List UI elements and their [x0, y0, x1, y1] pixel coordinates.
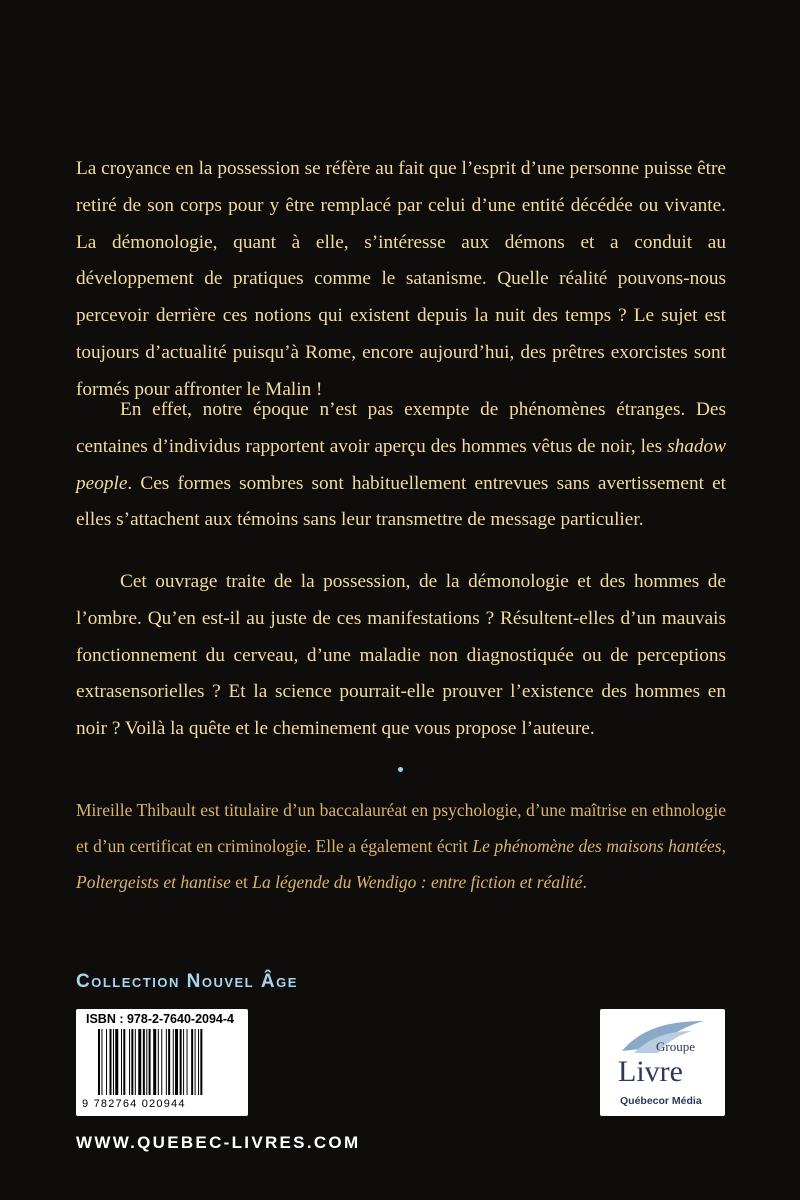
barcode-bar [143, 1029, 145, 1095]
barcode-bar [121, 1029, 122, 1095]
barcode-bar [115, 1029, 118, 1095]
barcode-bar [101, 1029, 102, 1095]
bullet-separator-icon [398, 767, 403, 772]
description-paragraph-1: La croyance en la possession se réfère au fait que l’esprit d’une personne puisse être retiré de son corps pour y être remplacé par celui d’une entité décédée ou vivante. La démonologie, quant à elle, s’intéresse aux démons et a conduit au développement de pratiques comme le satanisme. Quelle réalité pouvons-nous percevoir derrière ces notions qui existent depuis la nuit des temps ? Le sujet est toujours d’actualité puisqu’à Rome, encore aujourd’hui, des prêtres exorcistes sont formés pour affronter le Malin ! [76, 158, 726, 400]
barcode-bar [161, 1029, 162, 1095]
p3-text: Cet ouvrage traite de la possession, de la démonologie et des hommes de l’ombre. Qu’en est-il au juste de ces manifestations ? Résultent-elles d’un mauvais fonctionnement du cerveau, d’une maladie non diagnostiquée ou de perceptions extrasensorielles ? Et la science pourrait-elle prouver l’existence des hommes en noir ? Voilà la quête et le cheminement que vous propose l’auteure. [76, 571, 726, 740]
ean-digits: 9 782764 020944 [82, 1098, 186, 1110]
bio-book-title-1: Le phénomène des maisons hantées [472, 836, 722, 856]
barcode-bar [200, 1029, 202, 1095]
bio-separator-2: et [230, 872, 253, 892]
barcode-bar [175, 1029, 178, 1095]
description-paragraph-3 [76, 564, 726, 748]
barcode-bar [110, 1029, 112, 1095]
barcode-bar [98, 1029, 100, 1095]
publisher-logo [600, 1009, 725, 1116]
barcode-icon [98, 1029, 238, 1097]
barcode-bar [183, 1029, 184, 1095]
barcode-bar [191, 1029, 193, 1095]
logo-livre-text: Livre [618, 1055, 683, 1088]
barcode-bar [146, 1029, 147, 1095]
barcode-bar [198, 1029, 199, 1095]
barcode-bar [158, 1029, 159, 1095]
barcode-bar [180, 1029, 182, 1095]
barcode-bar [149, 1029, 151, 1095]
barcode-bar [153, 1029, 156, 1095]
barcode-bar [129, 1029, 130, 1095]
p2-italic-term: shadow people [76, 435, 726, 494]
bio-book-title-2: Poltergeists et hantise [76, 872, 231, 892]
barcode-bar [187, 1029, 188, 1095]
bio-text: Mireille Thibault est titulaire d’un baccalauréat en psychologie, d’une maîtrise en ethnologie et d’un certificat en criminologie. Elle a également écrit [76, 800, 726, 856]
author-bio [76, 792, 726, 900]
bio-end: . [582, 872, 587, 892]
bio-separator-1: , [721, 836, 726, 856]
p2-text-before: En effet, notre époque n’est pas exempte de phénomènes étranges. Des centaines d’individus rapportent avoir aperçu des hommes vêtus de noir, les [76, 399, 726, 457]
logo-groupe-text: Groupe [656, 1039, 695, 1054]
logo-quebecor-text: Québecor Média [620, 1095, 702, 1107]
isbn-label: ISBN : 978-2-7640-2094-4 [86, 1012, 234, 1026]
barcode-bar [131, 1029, 133, 1095]
barcode-bar [106, 1029, 107, 1095]
description-paragraph-2 [76, 392, 726, 539]
barcode-panel [76, 1009, 248, 1116]
website-url[interactable]: WWW.QUEBEC-LIVRES.COM [76, 1133, 361, 1152]
barcode-bar [173, 1029, 174, 1095]
barcode-bar [168, 1029, 170, 1095]
collection-name: Collection Nouvel Âge [76, 971, 298, 992]
barcode-bar [135, 1029, 136, 1095]
barcode-bar [195, 1029, 196, 1095]
p2-text-after: . Ces formes sombres sont habituellement entrevues sans avertissement et elles s’attachent aux témoins sans leur transmettre de message particulier. [76, 472, 726, 531]
barcode-bar [138, 1029, 141, 1095]
barcode-bar [113, 1029, 114, 1095]
barcode-bar [166, 1029, 167, 1095]
bio-book-title-3: La légende du Wendigo : entre fiction et réalité [252, 872, 583, 892]
barcode-bar [123, 1029, 125, 1095]
